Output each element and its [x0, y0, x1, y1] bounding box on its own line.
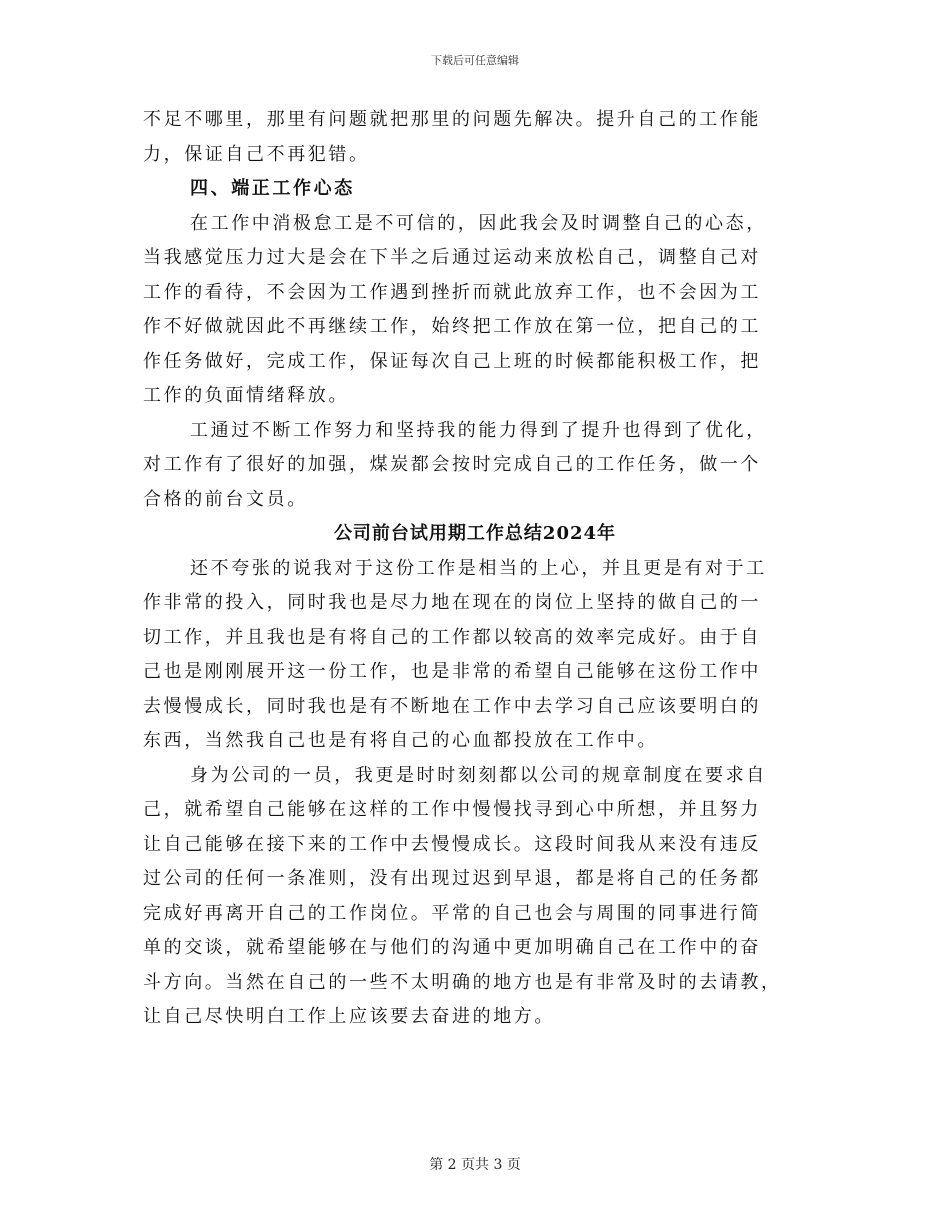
paragraph: 在工作中消极怠工是不可信的，因此我会及时调整自己的心态， 当我感觉压力过大是会在下半之后通过运动来放松自己，调整自己对 工作的看待，不会因为工作遇到挫折而就此放弃工作，也不会因为工 作不好做就因此不再继续工作，始终把工作放在第一位，把自己的工 作任务做好，完成工作，保证每次自己上班的时候都能积极工作，把 工作的负面情绪释放。 [143, 212, 767, 406]
document-body [143, 103, 807, 1035]
paragraph: 还不夸张的说我对于这份工作是相当的上心，并且更是有对于工 作非常的投入，同时我也是尽力地在现在的岗位上坚持的做自己的一 切工作，并且我也是有将自己的工作都以较高的效率完成好。由于自 己也是刚刚展开这一份工作，也是非常的希望自己能够在这份工作中 去慢慢成长，同时我也是有不断地在工作中去学习自己应该要明白的 东西，当然我自己也是有将自己的心血都投放在工作中。 [143, 557, 767, 751]
paragraph: 工通过不断工作努力和坚持我的能力得到了提升也得到了优化， 对工作有了很好的加强，煤炭都会按时完成自己的工作任务，做一个 合格的前台文员。 [143, 419, 767, 510]
page-footer: 第 2 页共 3 页 [429, 1157, 521, 1173]
section-heading: 四、端正工作心态 [190, 178, 355, 199]
page-header: 下载后可任意编辑 [431, 54, 519, 67]
paragraph: 身为公司的一员，我更是时时刻刻都以公司的规章制度在要求自 己，就希望自己能够在这样的工作中慢慢找寻到心中所想，并且努力 让自己能够在接下来的工作中去慢慢成长。这段时间我从来没有违反 过公司的任何一条准则，没有出现过迟到早退，都是将自己的任务都 完成好再离开自己的工作岗位。平常的自己也会与周围的同事进行简 单的交谈，就希望能够在与他们的沟通中更加明确自己在工作中的奋 斗方向。当然在自己的一些不太明确的地方也是有非常及时的去请教， 让自己尽快明白工作上应该要去奋进的地方。 [143, 764, 782, 1027]
paragraph-continuation: 不足不哪里，那里有问题就把那里的问题先解决。提升自己的工作能 力，保证自己不再犯错。 [143, 109, 761, 165]
document-title: 公司前台试用期工作总结2024年 [333, 523, 617, 544]
